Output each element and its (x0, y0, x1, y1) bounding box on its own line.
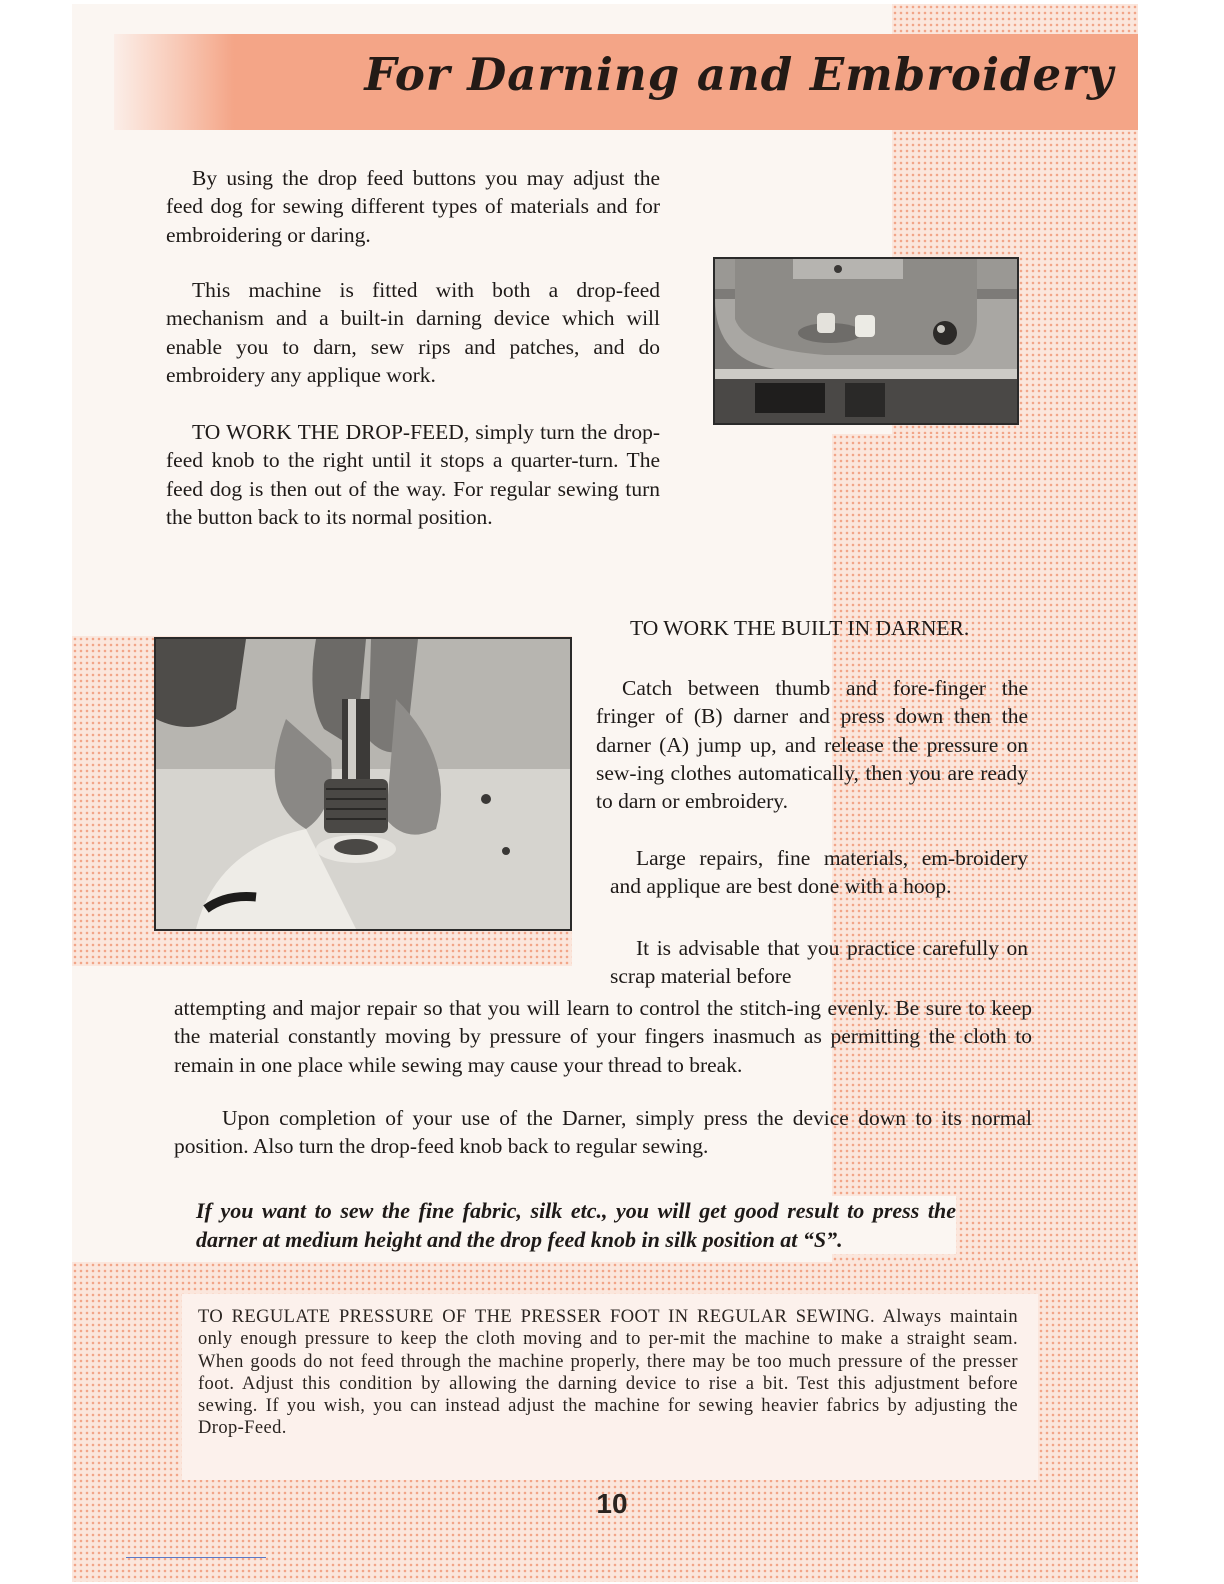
regulate-pressure-paragraph: TO REGULATE PRESSURE OF THE PRESSER FOOT IN REGULAR SEWING. Always maintain only enough pressure to keep the cloth moving and to per-mit the machine to make a straight seam. When goods do not feed through the machine properly, there may be too much pressure of the presser foot. Adjust this condition by allowing the darning device to rise a bit. Test this adjustment before sewing. If you wish, you can instead adjust the machine for sewing heavier fabrics by adjusting the Drop-Feed. (198, 1307, 1018, 1439)
darner-paragraph-3b: attempting and major repair so that you will learn to control the stitch-ing evenly. Be sure to keep the material constantly moving by pressure of your fingers inasmuch as permitting the cloth to remain in one place while sewing may cause your thread to break. (174, 996, 1032, 1077)
page-title: For Darning and Embroidery (364, 48, 1114, 101)
darner-paragraph-3a: It is advisable that you practice carefully on scrap material before (610, 936, 1028, 989)
darner-paragraph-2: Large repairs, fine materials, em-broidery and applique are best done with a hoop. (610, 846, 1028, 899)
drop-feed-buttons-illustration (715, 259, 1017, 423)
drop-feed-instructions: TO WORK THE DROP-FEED, simply turn the drop-feed knob to the right until it stops a quarter-turn. The feed dog is then out of the way. For regular sewing turn the button back to its normal position. (166, 420, 660, 529)
page-number: 10 (596, 1488, 628, 1519)
photo-darner-hand (154, 637, 572, 931)
intro-paragraph-2: This machine is fitted with both a drop-feed mechanism and a built-in darning device which will enable you to darn, sew rips and patches, and do embroidery any applique work. (166, 278, 660, 387)
manual-page (72, 4, 1138, 1582)
silk-fabric-note: If you want to sew the fine fabric, silk etc., you will get good result to press the darner at medium height and the drop feed knob in silk position at “S”. (196, 1198, 956, 1252)
footer-rule (126, 1557, 266, 1558)
darner-paragraph-4: Upon completion of your use of the Darner, simply press the device down to its normal position. Also turn the drop-feed knob back to regular sewing. (174, 1106, 1032, 1159)
banner-fade (114, 34, 234, 130)
photo-drop-feed-buttons (713, 257, 1019, 425)
intro-paragraph-1: By using the drop feed buttons you may adjust the feed dog for sewing different types of materials and for embroidering or daring. (166, 166, 660, 247)
darner-hand-illustration (156, 639, 570, 929)
title-banner (114, 34, 1138, 130)
darner-paragraph-1: Catch between thumb and fore-finger the fringer of (B) darner and press down then the darner (A) jump up, and release the pressure on sew-ing clothes automatically, then you are ready to darn or embroidery. (596, 676, 1028, 814)
darner-heading: TO WORK THE BUILT IN DARNER. (630, 616, 970, 640)
